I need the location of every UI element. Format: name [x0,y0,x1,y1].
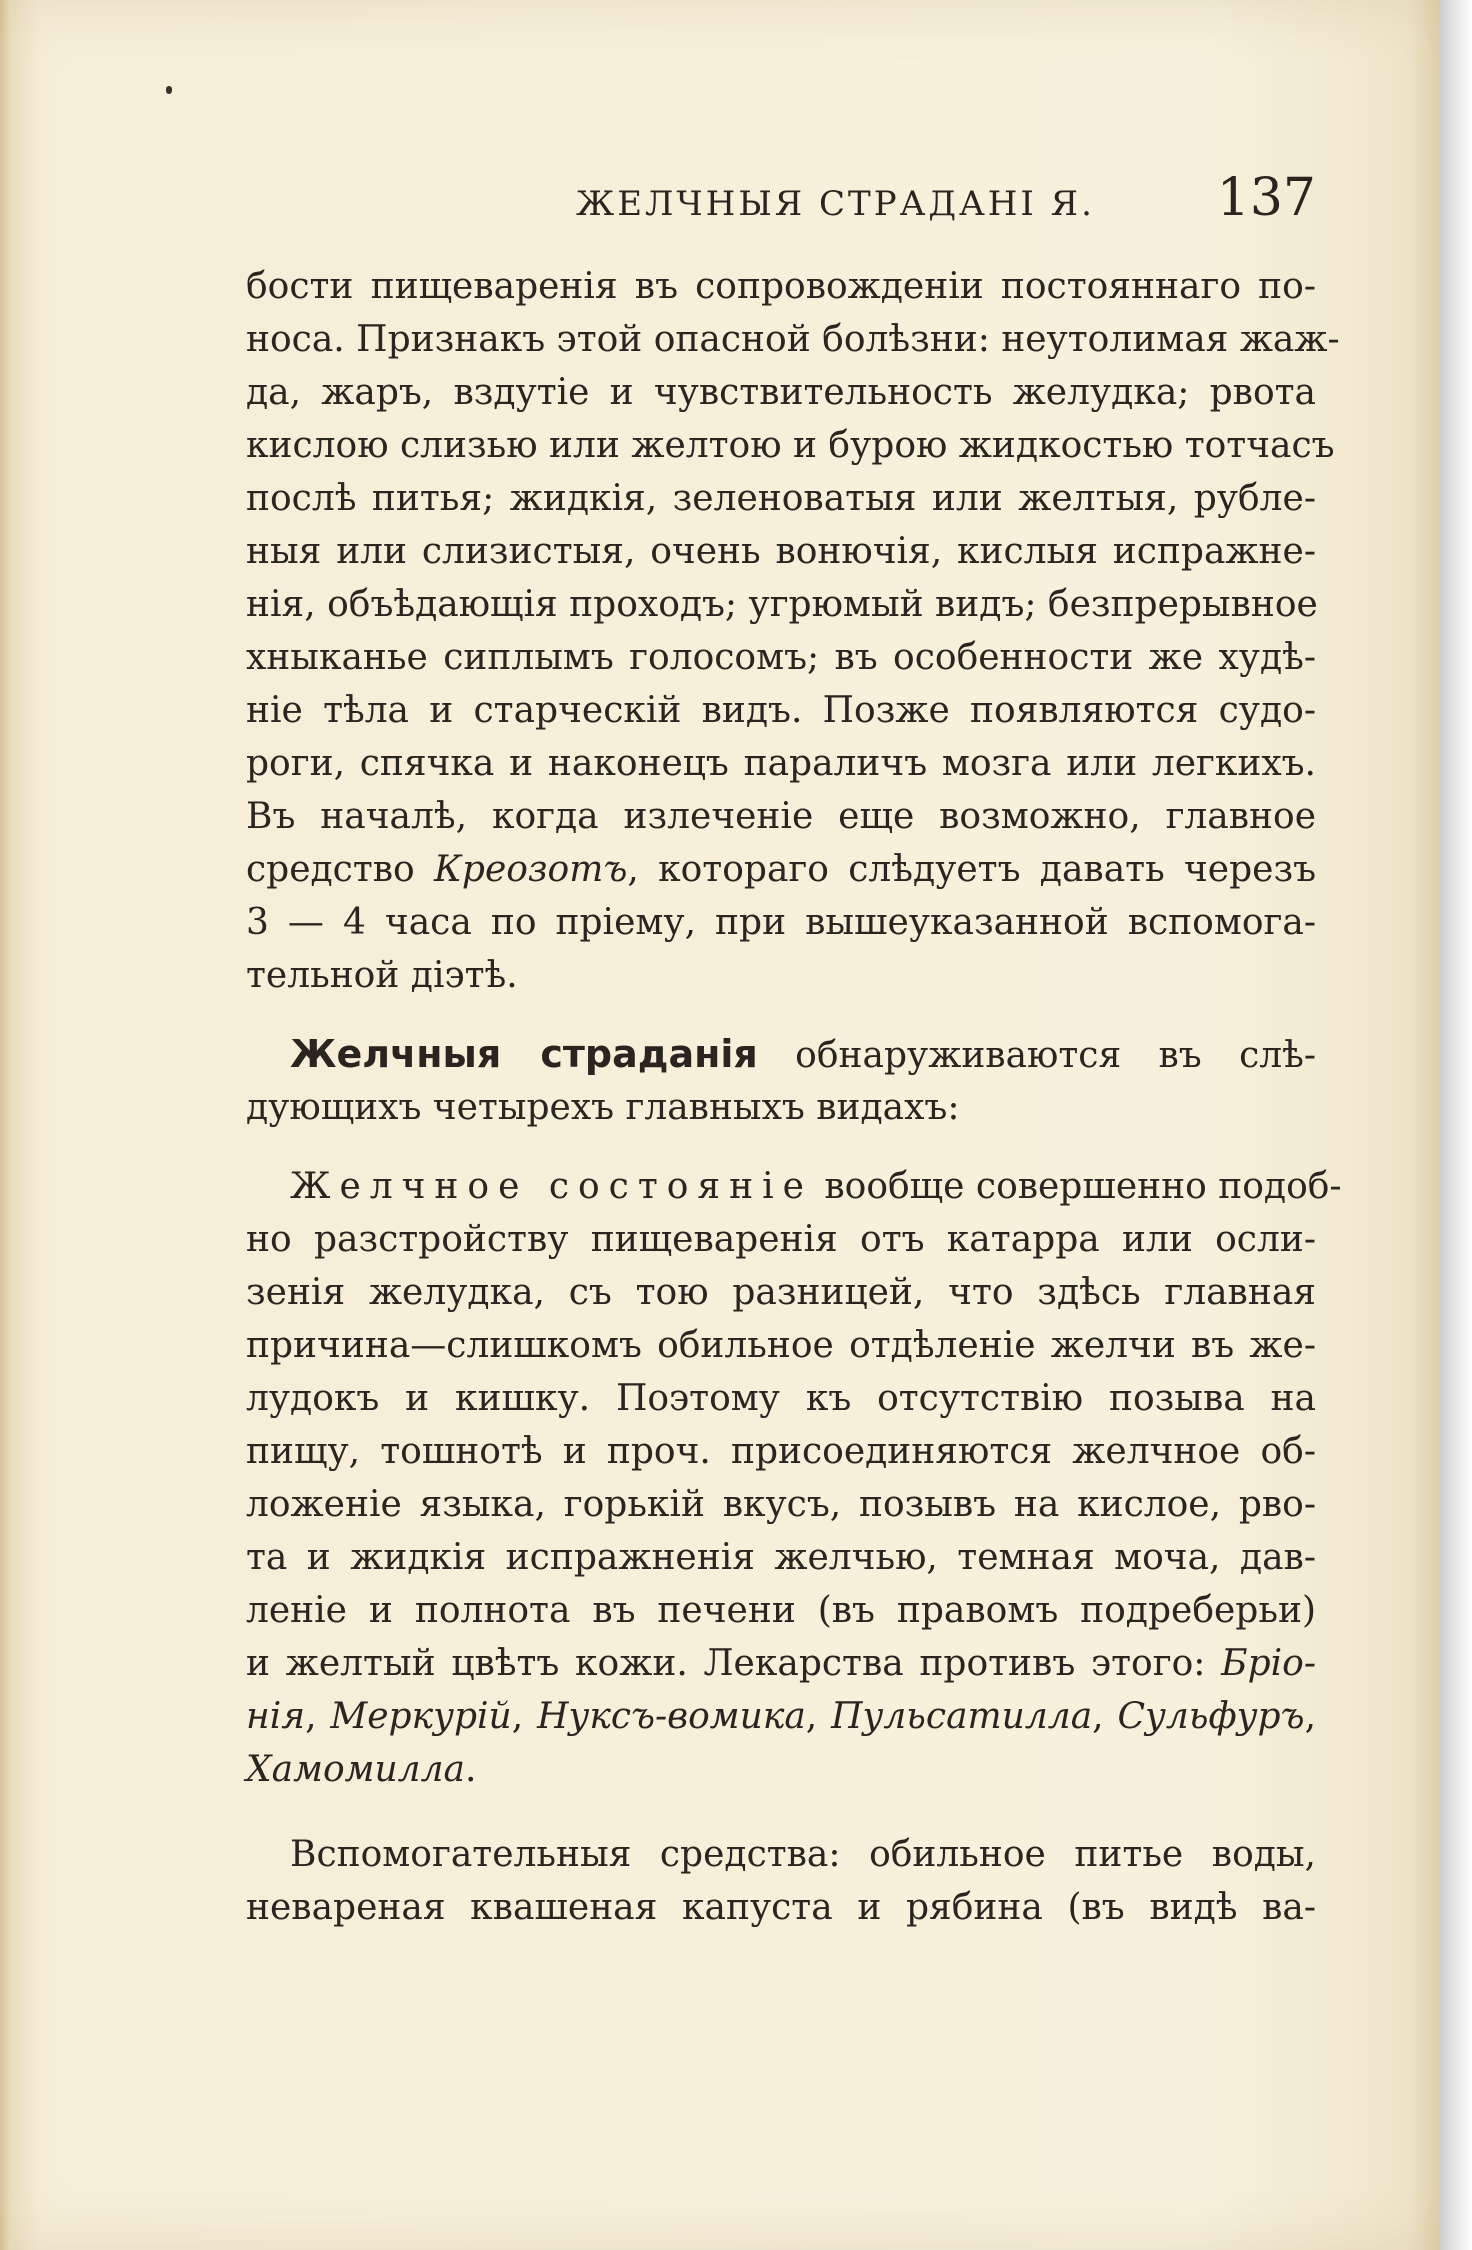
paragraph-3 [246,1160,1342,1796]
separator: , [305,1696,331,1737]
text-line: лудокъ и кишку. Поэтому къ отсутствію позыва на [246,1378,1316,1419]
page-edge [1440,0,1472,2250]
remedy-name: Нуксъ-вомика [537,1696,806,1737]
separator: , [1092,1696,1118,1737]
text-line: ніе тѣла и старческій видъ. Позже появляются судо- [246,690,1316,731]
text-line: Въ началѣ, когда излеченіе еще возможно, главное [246,796,1316,837]
text-run: , котораго слѣдуетъ давать черезъ [627,849,1317,890]
text-run: средство [246,849,435,890]
separator: , [511,1696,538,1737]
remedy-name: Креозотъ [434,849,628,890]
page-header [246,168,1316,228]
text-run: и желтый цвѣтъ кожи. Лекарства противъ этого: [246,1643,1222,1684]
text-line [246,1028,1316,1081]
separator: , [1304,1696,1317,1737]
text-line: но разстройству пищеваренія отъ катарра или осли- [246,1219,1316,1260]
remedy-name: Сульфуръ [1117,1696,1305,1737]
text-line: бости пищеваренія въ сопровожденіи постояннаго по- [246,266,1316,307]
remedy-name: Пульсатилла [831,1696,1093,1737]
text-line: да, жаръ, вздутіе и чувствительность желудка; рвота [246,372,1316,413]
text-line: невареная квашеная капуста и рябина (въ видѣ ва- [246,1887,1316,1928]
text-line: носа. Признакъ этой опасной болѣзни: неутолимая жаж- [246,319,1340,360]
text-line: леніе и полнота въ печени (въ правомъ подреберьи) [246,1590,1316,1631]
text-line [246,1637,1316,1690]
paragraph-gap [246,1002,1316,1028]
paragraph-2 [246,1028,1316,1134]
text-line [246,1160,1342,1213]
remedy-name: Бріо- [1221,1643,1316,1684]
ink-speck [166,86,172,94]
text-line [246,1743,1316,1796]
remedy-name: Меркурій [330,1696,512,1737]
text-line: роги, спячка и наконецъ параличъ мозга или легкихъ. [246,743,1316,784]
section-heading: Желчныя страданія [290,1032,758,1076]
separator: , [805,1696,832,1737]
text-line: хныканье сиплымъ голосомъ; въ особенности же худѣ- [246,637,1316,678]
text-line [246,1690,1316,1743]
text-line: пищу, тошнотѣ и проч. присоединяются желчное об- [246,1431,1316,1472]
text-line: зенія желудка, съ тою разницей, что здѣсь главная [246,1272,1316,1313]
text-line: тельной діэтѣ. [246,955,518,996]
page-body [246,260,1342,1934]
text-run: вообще совершенно подоб- [812,1166,1342,1207]
text-line: дующихъ четырехъ главныхъ видахъ: [246,1087,960,1128]
text-line: та и жидкія испражненія желчью, темная моча, дав- [246,1537,1316,1578]
text-run: обнаруживаются въ слѣ- [757,1035,1316,1076]
text-line: кислою слизью или желтою и бурою жидкостью тотчасъ [246,425,1335,466]
remedy-name: Хамомилла [246,1749,465,1790]
text-line: Вспомогательныя средства: обильное питье воды, [290,1834,1316,1875]
text-line: нія, объѣдающія проходъ; угрюмый видъ; безпрерывное [246,584,1318,625]
paragraph-gap [246,1134,1316,1160]
text-line: причина—слишкомъ обильное отдѣленіе желчи въ же- [246,1325,1316,1366]
spaced-term: Желчное состояніе [290,1166,813,1207]
text-line: ложеніе языка, горькій вкусъ, позывъ на кислое, рво- [246,1484,1316,1525]
text-line: послѣ питья; жидкія, зеленоватыя или желтыя, рубле- [246,478,1316,519]
text-line [246,843,1316,896]
running-title: ЖЕЛЧНЫЯ СТРАДАНІ Я. [576,184,1095,224]
text-run: . [464,1749,477,1790]
paragraph-gap [246,1796,1316,1828]
remedy-name: нія [246,1696,306,1737]
text-line: ныя или слизистыя, очень вонючія, кислыя испражне- [246,531,1316,572]
text-line: 3 — 4 часа по пріему, при вышеуказанной вспомога- [246,902,1316,943]
paragraph-4 [246,1828,1316,1934]
page-number: 137 [1216,168,1316,228]
paragraph-1 [246,260,1340,1002]
